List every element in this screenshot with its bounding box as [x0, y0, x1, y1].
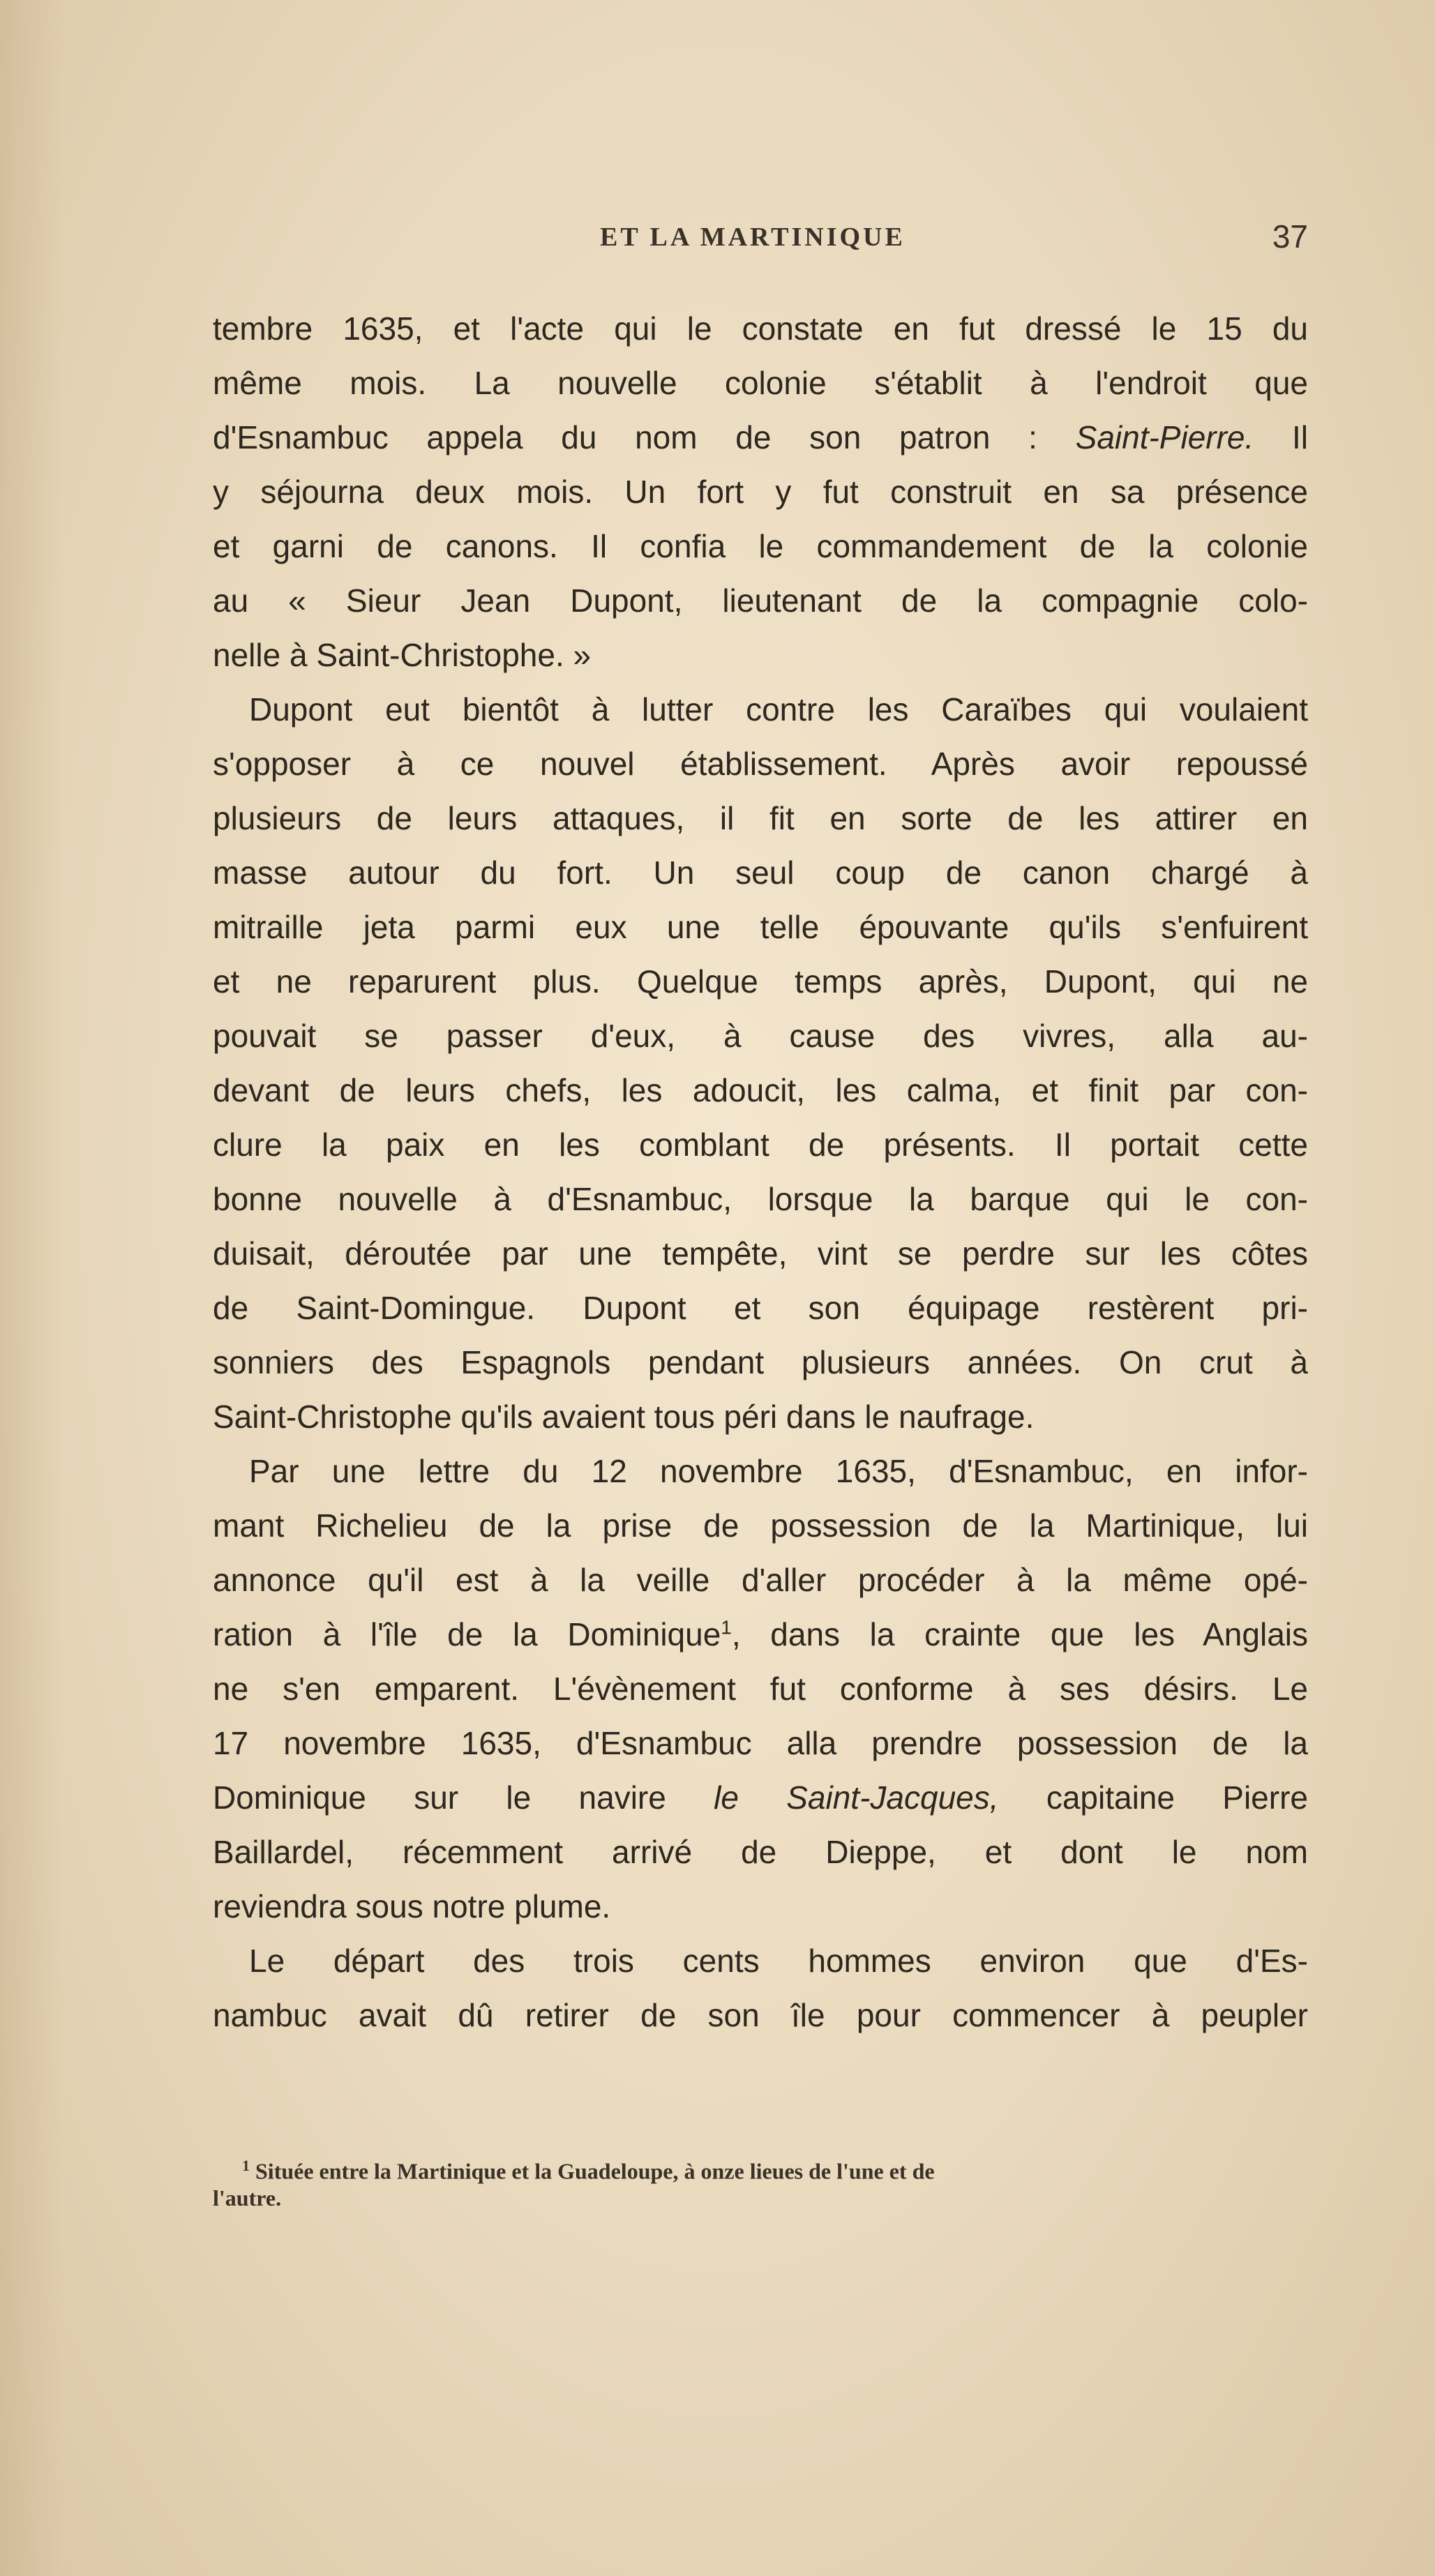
text-line: reviendra sous notre plume. — [213, 1888, 611, 1925]
text-line: même mois. La nouvelle colonie s'établit à l'endroit que — [213, 365, 1308, 401]
text-run: capitaine Pierre — [998, 1779, 1308, 1816]
body-text — [213, 301, 1308, 2042]
italic-ship-name: le Saint-Jacques, — [714, 1779, 999, 1816]
page-edge-shadow — [0, 0, 63, 2576]
page-number: 37 — [1272, 218, 1308, 255]
text-line: devant de leurs chefs, les adoucit, les calma, et finit par con- — [213, 1072, 1308, 1108]
running-head — [213, 218, 1308, 259]
text-run: Dominique sur le navire — [213, 1779, 714, 1816]
text-run: , dans la crainte que les Anglais — [731, 1616, 1308, 1652]
text-line: bonne nouvelle à d'Esnambuc, lorsque la barque qui le con- — [213, 1181, 1308, 1217]
text-line: et ne reparurent plus. Quelque temps après, Dupont, qui ne — [213, 963, 1308, 1000]
text-line: duisait, déroutée par une tempête, vint se perdre sur les côtes — [213, 1235, 1308, 1272]
footnote — [213, 2150, 1308, 2214]
text-line: au « Sieur Jean Dupont, lieutenant de la compagnie colo- — [213, 582, 1308, 619]
footnote-line: l'autre. — [213, 2185, 282, 2210]
text-line: Dupont eut bientôt à lutter contre les Caraïbes qui voulaient — [249, 691, 1308, 728]
text-line: Le départ des trois cents hommes environ que d'Es- — [249, 1943, 1308, 1979]
text-line: tembre 1635, et l'acte qui le constate en fut dressé le 15 du — [213, 310, 1308, 347]
text-line: clure la paix en les comblant de présents. Il portait cette — [213, 1127, 1308, 1163]
text-line: Baillardel, récemment arrivé de Dieppe, et dont le nom — [213, 1834, 1308, 1870]
text-line: sonniers des Espagnols pendant plusieurs années. On crut à — [213, 1344, 1308, 1380]
footnote-ref[interactable]: 1 — [721, 1616, 732, 1639]
text-line: nelle à Saint-Christophe. » — [213, 637, 592, 673]
text-run: Il — [1254, 419, 1308, 455]
italic-place-name: Saint-Pierre. — [1075, 419, 1254, 455]
footnote-line — [213, 2150, 1308, 2182]
text-line: y séjourna deux mois. Un fort y fut construit en sa présence — [213, 474, 1308, 510]
text-line: mant Richelieu de la prise de possession de la Martinique, lui — [213, 1507, 1308, 1544]
text-line: nambuc avait dû retirer de son île pour commencer à peupler — [213, 1997, 1308, 2033]
text-line: Saint-Christophe qu'ils avaient tous péri dans le naufrage. — [213, 1399, 1035, 1435]
running-title: ET LA MARTINIQUE — [600, 223, 906, 252]
footnote-text: Située entre la Martinique et la Guadeloupe, à onze lieues de l'une et de — [255, 2158, 935, 2184]
text-line — [213, 1770, 1308, 1825]
text-line: annonce qu'il est à la veille d'aller procéder à la même opé- — [213, 1562, 1308, 1598]
text-line: Par une lettre du 12 novembre 1635, d'Esnambuc, en infor- — [249, 1453, 1308, 1489]
text-line — [213, 410, 1308, 465]
text-line: pouvait se passer d'eux, à cause des vivres, alla au- — [213, 1018, 1308, 1054]
text-line: ne s'en emparent. L'évènement fut conforme à ses désirs. Le — [213, 1671, 1308, 1707]
text-run: d'Esnambuc appela du nom de son patron : — [213, 419, 1076, 455]
text-line: 17 novembre 1635, d'Esnambuc alla prendre possession de la — [213, 1725, 1308, 1761]
footnote-mark: 1 — [242, 2157, 250, 2174]
text-line: et garni de canons. Il confia le commandement de la colonie — [213, 528, 1308, 564]
text-run: ration à l'île de la Dominique — [213, 1616, 721, 1652]
text-line: mitraille jeta parmi eux une telle épouvante qu'ils s'enfuirent — [213, 909, 1308, 945]
text-line: de Saint-Domingue. Dupont et son équipage restèrent pri- — [213, 1290, 1308, 1326]
text-line: s'opposer à ce nouvel établissement. Après avoir repoussé — [213, 746, 1308, 782]
text-line: plusieurs de leurs attaques, il fit en sorte de les attirer en — [213, 800, 1308, 836]
text-line: masse autour du fort. Un seul coup de canon chargé à — [213, 854, 1308, 891]
text-line — [213, 1607, 1308, 1662]
